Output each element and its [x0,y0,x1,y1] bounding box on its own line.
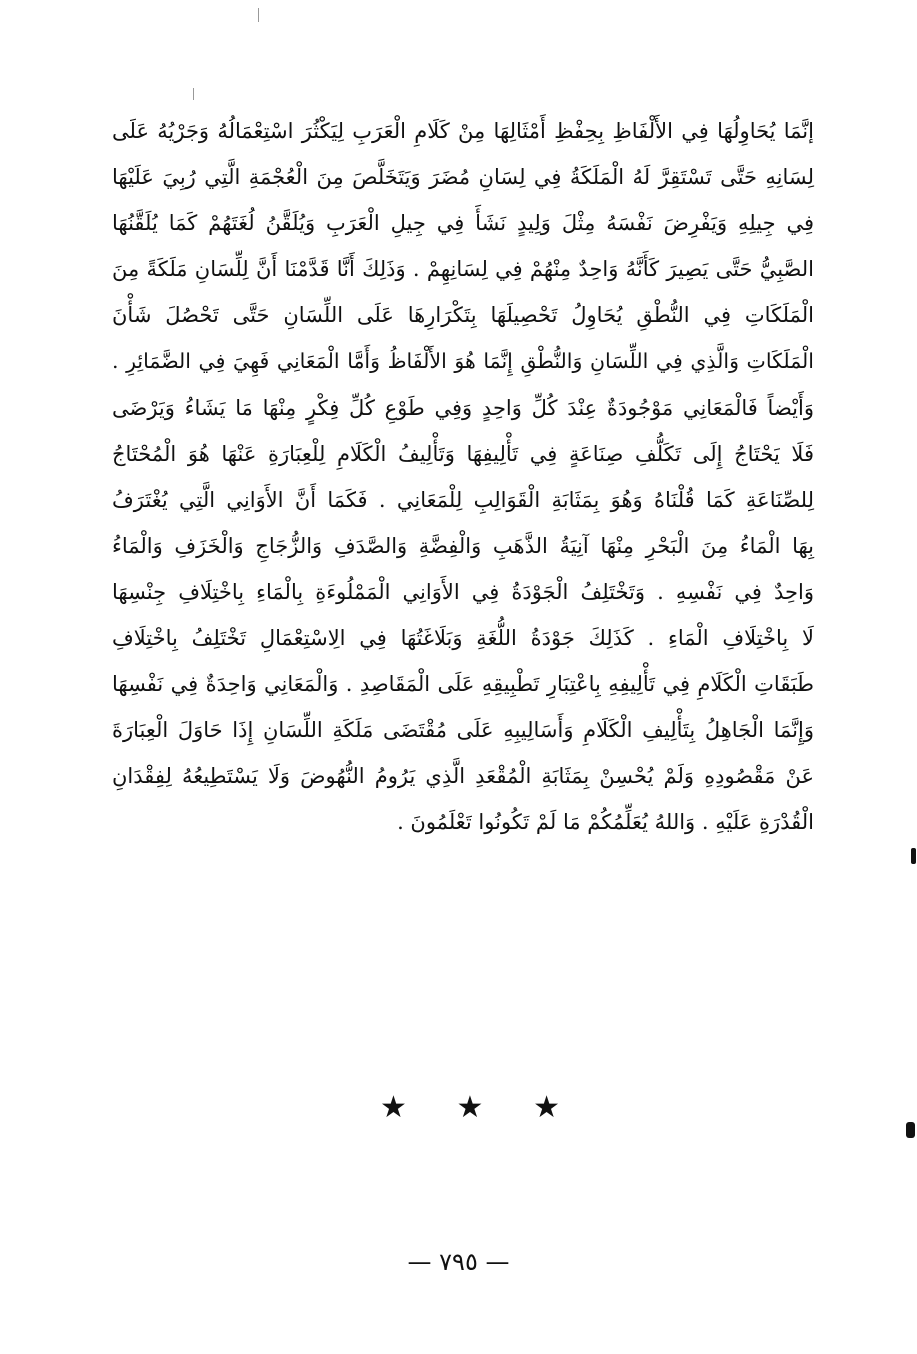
text-line: الْمَلَكَاتِ وَالَّذِي فِي اللِّسَانِ وَالنُّطْقِ إِنَّمَا هُوَ الأَلْفَاظُ وَأَمَّا الْمَعَانِي فَهِيَ فِي الضَّمَائِرِ . [112,349,814,374]
text-line: عَنْ مَقْصُودِهِ وَلَمْ يُحْسِنْ بِمَثَابَةِ الْمُقْعَدِ الَّذِي يَرُومُ النُّهُوضَ وَلَا يَسْتَطِيعُهُ لِفِقْدَانِ [112,764,814,789]
text-line: الصَّبِيُّ حَتَّى يَصِيرَ كَأَنَّهُ وَاحِدٌ مِنْهُمْ فِي لِسَانِهِمْ . وَذَلِكَ أَنَّا قَدَّمْنَا أَنَّ لِلِّسَانِ مَلَكَةً مِنَ [112,257,814,282]
page-number: — ٧٩٥ — [407,1248,510,1276]
body-text [112,108,814,846]
text-line: فِي جِيلِهِ وَيَفْرِضَ نَفْسَهُ مِثْلَ وَلِيدٍ نَشَأَ فِي جِيلِ الْعَرَبِ وَيُلَقَّنُ لُغَتَهُمْ كَمَا يُلَقَّنُهَا [112,211,814,236]
text-line: الْمَلَكَاتِ فِي النُّطْقِ يُحَاوِلُ تَحْصِيلَهَا بِتَكْرَارِهَا عَلَى اللِّسَانِ حَتَّى تَحْصُلَ شَأْنَ [112,303,814,328]
text-line: بِهَا الْمَاءُ مِنَ الْبَحْرِ مِنْهَا آنِيَةُ الذَّهَبِ وَالْفِضَّةِ وَالصَّدَفِ وَالزُّجَاجِ وَالْخَزَفِ وَالْمَاءُ [112,533,814,558]
text-line: لِلصِّنَاعَةِ كَمَا قُلْنَاهُ وَهُوَ بِمَثَابَةِ الْقَوَالِبِ لِلْمَعَانِي . فَكَمَا أَنَّ الأَوَانِي الَّتِي يُغْتَرَفُ [112,487,814,512]
text-line: لِسَانِهِ حَتَّى تَسْتَقِرَّ لَهُ الْمَلَكَةُ فِي لِسَانِ مُضَرَ وَيَتَخَلَّصَ مِنَ الْعُجْمَةِ الَّتِي رُبِيَ عَلَيْهَا [112,165,814,190]
scan-artifact [911,848,916,864]
text-line: وَأَيْضاً فَالْمَعَانِي مَوْجُودَةٌ عِنْدَ كُلِّ وَاحِدٍ وَفِي طَوْعِ كُلِّ فِكْرٍ مِنْهَا مَا يَشَاءُ وَيَرْضَى [112,395,814,420]
text-line: فَلَا يَحْتَاجُ إِلَى تَكَلُّفِ صِنَاعَةٍ فِي تَأْلِيفِهَا وَتَأْلِيفُ الْكَلَامِ لِلْعِبَارَةِ عَنْهَا هُوَ الْمُحْتَاجُ [112,441,814,466]
scan-artifact [193,88,194,100]
section-separator [380,1088,560,1128]
text-line: إنَّمَا يُحَاوِلُهَا فِي الأَلْفَاظِ بِحِفْظِ أَمْثَالِهَا مِنْ كَلَامِ الْعَرَبِ لِيَكْثُرَ اسْتِعْمَالُهُ وَجَرْيُهُ عَلَى [112,119,814,143]
star-icon: ★ [456,1090,484,1125]
scan-artifact [258,8,259,22]
star-icon: ★ [380,1090,407,1125]
text-line: طَبَقَاتِ الْكَلَامِ فِي تَأْلِيفِهِ بِاعْتِبَارِ تَطْبِيقِهِ عَلَى الْمَقَاصِدِ . وَالْمَعَانِي وَاحِدَةٌ فِي نَفْسِهَا [112,672,814,697]
text-line: وَإِنَّمَا الْجَاهِلُ بِتَأْلِيفِ الْكَلَامِ وَأَسَالِيبِهِ عَلَى مُقْتَضَى مَلَكَةِ اللِّسَانِ إِذَا حَاوَلَ الْعِبَارَةَ [112,718,814,743]
text-line: وَاحِدٌ فِي نَفْسِهِ . وَتَخْتَلِفُ الْجَوْدَةُ فِي الأَوَانِي الْمَمْلُوءَةِ بِالْمَاءِ بِاخْتِلَافِ جِنْسِهَا [112,579,814,604]
star-icon: ★ [533,1090,560,1125]
text-line-last: الْقُدْرَةِ عَلَيْهِ . وَاللهُ يُعَلِّمُكُمْ مَا لَمْ تَكُونُوا تَعْلَمُونَ . [397,810,814,835]
text-line: لَا بِاخْتِلَافِ الْمَاءِ . كَذَلِكَ جَوْدَةُ اللُّغَةِ وَبَلَاغَتُهَا فِي الِاسْتِعْمَالِ تَخْتَلِفُ بِاخْتِلَافِ [112,626,814,651]
scan-artifact [906,1122,915,1138]
